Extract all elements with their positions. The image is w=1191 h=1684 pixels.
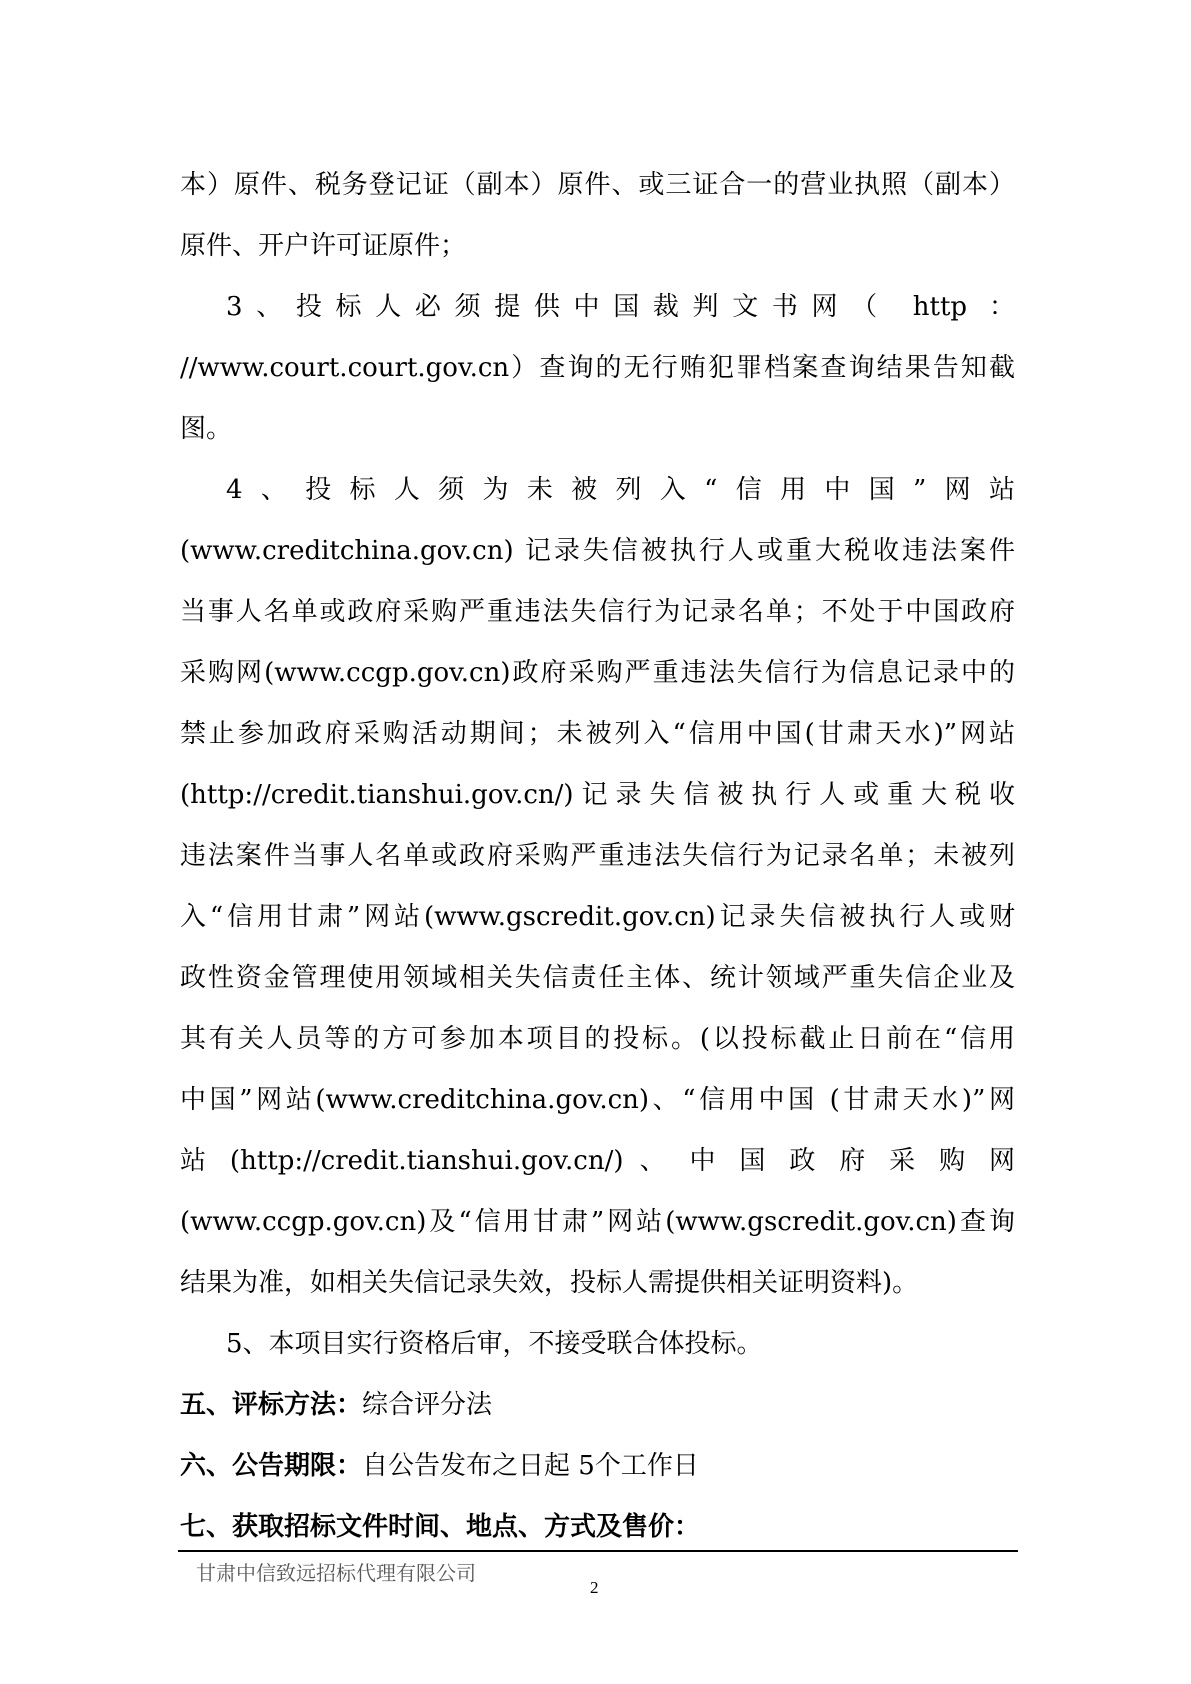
text-line: 结果为准，如相关失信记录失效，投标人需提供相关证明资料)。 [180, 1268, 919, 1298]
text-line: (www.creditchina.gov.cn) 记录失信被执行人或重大税收违法案件 [180, 536, 1015, 566]
section-value: 自公告发布之日起 5个工作日 [362, 1451, 699, 1481]
text-line: 政性资金管理使用领域相关失信责任主体、统计领域严重失信企业及 [180, 963, 1015, 993]
text-line: 中国”网站(www.creditchina.gov.cn)、“信用中国 (甘肃天水)”网 [180, 1085, 1015, 1115]
text-line: //www.court.court.gov.cn）查询的无行贿犯罪档案查询结果告知截 [180, 353, 1015, 383]
text-line: 3、投标人必须提供中国裁判文书网（ http ： [226, 292, 1015, 322]
section-value: 综合评分法 [362, 1390, 493, 1420]
footer-divider [178, 1550, 1018, 1552]
text-line: (www.ccgp.gov.cn)及“信用甘肃”网站(www.gscredit.gov.cn)查询 [180, 1207, 1015, 1237]
text-line: 其有关人员等的方可参加本项目的投标。(以投标截止日前在“信用 [180, 1024, 1015, 1054]
section-label: 六、公告期限： [180, 1451, 363, 1481]
text-line: 入“信用甘肃”网站(www.gscredit.gov.cn)记录失信被执行人或财 [180, 902, 1015, 932]
text-line: 禁止参加政府采购活动期间；未被列入“信用中国(甘肃天水)”网站 [180, 719, 1015, 749]
page-number: 2 [590, 1578, 599, 1597]
text-line: (http://credit.tianshui.gov.cn/)记录失信被执行人或重大税收 [180, 780, 1015, 810]
section-label: 七、获取招标文件时间、地点、方式及售价： [180, 1512, 701, 1542]
section-notice-period [180, 1436, 1015, 1497]
text-line: 原件、开户许可证原件； [180, 231, 467, 261]
section-tender-documents [180, 1497, 1015, 1558]
text-line: 5、本项目实行资格后审，不接受联合体投标。 [226, 1329, 763, 1359]
document-body [180, 155, 1015, 1558]
footer-company-name: 甘肃中信致远招标代理有限公司 [196, 1561, 476, 1585]
text-line: 站 (http://credit.tianshui.gov.cn/) 、 中 国 政 府 采 购 网 [180, 1146, 1015, 1176]
section-label: 五、评标方法： [180, 1390, 363, 1420]
section-evaluation-method [180, 1375, 1015, 1436]
text-line: 本）原件、税务登记证（副本）原件、或三证合一的营业执照（副本） [180, 170, 1015, 200]
text-line: 4、投标人须为未被列入“信用中国”网站 [226, 475, 1015, 505]
text-line: 当事人名单或政府采购严重违法失信行为记录名单；不处于中国政府 [180, 597, 1015, 627]
text-line: 图。 [180, 414, 233, 444]
text-line: 采购网(www.ccgp.gov.cn)政府采购严重违法失信行为信息记录中的 [180, 658, 1015, 688]
text-line: 违法案件当事人名单或政府采购严重违法失信行为记录名单；未被列 [180, 841, 1015, 871]
